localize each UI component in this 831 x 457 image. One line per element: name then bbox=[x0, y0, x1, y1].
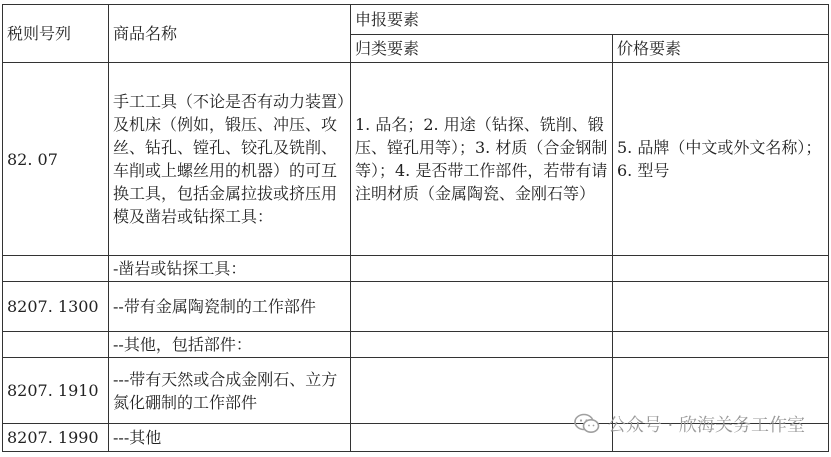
cell-code bbox=[3, 332, 109, 358]
header-row-1 bbox=[3, 5, 829, 35]
cell-classify: 1. 品名；2. 用途（钻探、铣削、锻压、镗孔用等）；3. 材质（合金钢制等）；4. 是否带工作部件，若带有请注明材质（金属陶瓷、金刚石等） bbox=[351, 63, 613, 256]
wechat-icon bbox=[574, 413, 600, 435]
cell-code: 82. 07 bbox=[3, 63, 109, 256]
cell-classify bbox=[351, 332, 613, 358]
header-classify: 归类要素 bbox=[351, 35, 613, 63]
tariff-table bbox=[2, 4, 829, 452]
table-row bbox=[3, 256, 829, 282]
table-row bbox=[3, 63, 829, 256]
cell-classify bbox=[351, 282, 613, 332]
header-code: 税则号列 bbox=[3, 5, 109, 63]
table-row bbox=[3, 282, 829, 332]
watermark-text: 公众号 · 欣海关务工作室 bbox=[607, 415, 805, 436]
cell-name: ---其他 bbox=[109, 424, 351, 452]
cell-name: -凿岩或钻探工具： bbox=[109, 256, 351, 282]
header-price: 价格要素 bbox=[613, 35, 829, 63]
cell-price bbox=[613, 256, 829, 282]
cell-price bbox=[613, 332, 829, 358]
cell-code bbox=[3, 256, 109, 282]
header-declaration-elements: 申报要素 bbox=[351, 5, 829, 35]
cell-name: --其他，包括部件： bbox=[109, 332, 351, 358]
cell-name: ---带有天然或合成金刚石、立方氮化硼制的工作部件 bbox=[109, 358, 351, 424]
cell-name: --带有金属陶瓷制的工作部件 bbox=[109, 282, 351, 332]
cell-code: 8207. 1300 bbox=[3, 282, 109, 332]
watermark bbox=[574, 411, 805, 437]
table-row bbox=[3, 332, 829, 358]
cell-code: 8207. 1990 bbox=[3, 424, 109, 452]
cell-name: 手工工具（不论是否有动力装置）及机床（例如，锻压、冲压、攻丝、钻孔、镗孔、铰孔及铣削、车削或上螺丝用的机器）的可互换工具，包括金属拉拔或挤压用模及凿岩或钻探工具： bbox=[109, 63, 351, 256]
cell-price: 5. 品牌（中文或外文名称）；6. 型号 bbox=[613, 63, 829, 256]
header-name: 商品名称 bbox=[109, 5, 351, 63]
cell-price bbox=[613, 282, 829, 332]
cell-code: 8207. 1910 bbox=[3, 358, 109, 424]
cell-classify bbox=[351, 256, 613, 282]
